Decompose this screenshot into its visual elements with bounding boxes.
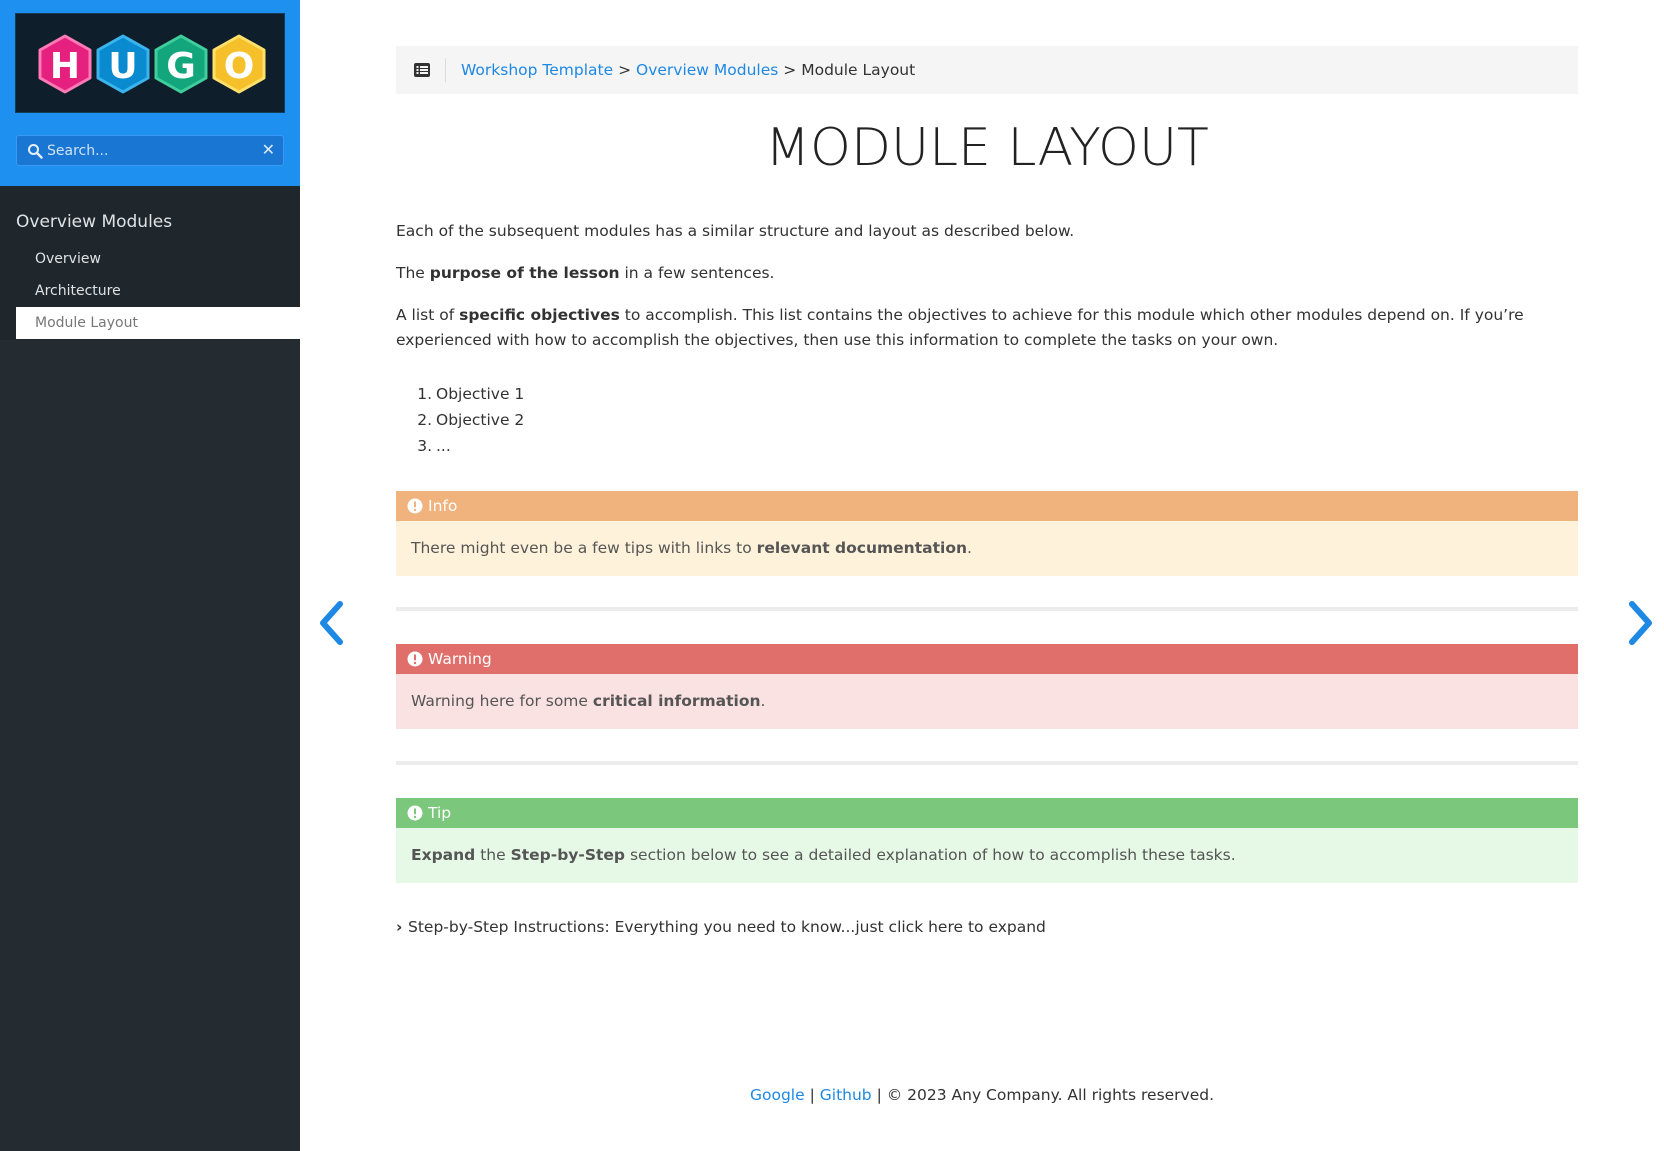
next-page-chevron-right-icon[interactable] [1626, 598, 1656, 648]
notice-bold: critical information [592, 692, 761, 710]
logo-letter: H [49, 46, 81, 87]
exclamation-circle-icon [407, 805, 423, 821]
logo-hex-h [36, 34, 94, 94]
divider [445, 58, 446, 82]
notice-bold: relevant documentation [756, 539, 967, 557]
top-bar [396, 46, 1578, 94]
hugo-logo[interactable] [16, 14, 284, 112]
notice-text: the [480, 846, 506, 864]
breadcrumb-overview-modules[interactable]: Overview Modules [636, 61, 779, 79]
sidebar-item-architecture[interactable]: Architecture [35, 283, 121, 299]
horizontal-rule [396, 607, 1578, 611]
notice-header [396, 644, 1578, 674]
sidebar-item-overview[interactable]: Overview [35, 251, 101, 267]
logo-hex-o [210, 34, 268, 94]
notice-header [396, 491, 1578, 521]
main-content [300, 0, 1664, 1151]
footer-copyright: | © 2023 Any Company. All rights reserved. [876, 1086, 1215, 1104]
chevron-right-icon: › [396, 918, 403, 936]
breadcrumb-separator: > [618, 61, 632, 79]
list-item [396, 381, 524, 407]
logo-hex-g [152, 34, 210, 94]
list-number: 3. [417, 437, 432, 455]
notice-text: section below to see a detailed explanation of how to accomplish these tasks. [629, 846, 1236, 864]
tip-notice [396, 798, 1578, 883]
logo-hex-u [94, 34, 152, 94]
list-item [396, 433, 524, 459]
notice-text: . [967, 539, 972, 557]
notice-body [396, 674, 1578, 729]
search-icon [27, 143, 43, 159]
logo-letter: G [166, 46, 196, 87]
list-text: Objective 2 [436, 411, 525, 429]
footer-separator: | [809, 1086, 815, 1104]
page-title: MODULE LAYOUT [765, 118, 1209, 178]
sidebar-section-title[interactable]: Overview Modules [16, 212, 173, 232]
logo-letter: O [223, 46, 255, 87]
notice-body [396, 828, 1578, 883]
breadcrumb-current: Module Layout [801, 61, 916, 79]
warning-notice [396, 644, 1578, 729]
purpose-bold: purpose of the lesson [429, 264, 620, 282]
exclamation-circle-icon [407, 498, 423, 514]
footer-link-google[interactable]: Google [749, 1086, 805, 1104]
intro-text: Each of the subsequent modules has a similar structure and layout as described below. [396, 222, 1075, 240]
clear-search-icon[interactable]: ✕ [261, 140, 275, 159]
notice-text: There might even be a few tips with links to [411, 539, 752, 557]
notice-text: Warning here for some [411, 692, 588, 710]
sidebar-header [0, 0, 300, 186]
sidebar-menu [0, 186, 300, 340]
breadcrumb [461, 46, 915, 94]
list-number: 2. [417, 411, 432, 429]
objectives-bold: specific objectives [459, 306, 620, 324]
breadcrumb-separator: > [783, 61, 797, 79]
notice-bold: Step-by-Step [510, 846, 626, 864]
purpose-post: in a few sentences. [624, 264, 775, 282]
logo-letter: U [108, 46, 138, 87]
objectives-text [396, 303, 1578, 353]
purpose-pre: The [396, 264, 425, 282]
list-text: Objective 1 [436, 385, 525, 403]
list-text: ... [436, 437, 451, 455]
table-of-contents-icon[interactable] [412, 60, 432, 80]
sidebar [0, 0, 300, 1151]
list-item [396, 407, 524, 433]
sidebar-item-module-layout[interactable]: Module Layout [16, 307, 300, 339]
notice-label: Info [428, 497, 458, 515]
notice-text: . [760, 692, 766, 710]
notice-label: Warning [428, 650, 492, 668]
expand-label: Step-by-Step Instructions: Everything you need to know...just click here to expand [408, 918, 1046, 936]
breadcrumb-workshop-template[interactable]: Workshop Template [461, 61, 614, 79]
objectives-list [396, 381, 524, 459]
notice-body [396, 521, 1578, 576]
horizontal-rule [396, 761, 1578, 765]
notice-bold: Expand [411, 846, 476, 864]
notice-label: Tip [428, 804, 452, 822]
step-by-step-expand-toggle[interactable] [396, 918, 1046, 936]
footer-link-github[interactable]: Github [819, 1086, 872, 1104]
search-box[interactable] [16, 135, 284, 166]
notice-header [396, 798, 1578, 828]
purpose-text [396, 261, 1578, 286]
objectives-pre: A list of [396, 306, 455, 324]
list-number: 1. [417, 385, 432, 403]
previous-page-chevron-left-icon[interactable] [316, 598, 346, 648]
exclamation-circle-icon [407, 651, 423, 667]
info-notice [396, 491, 1578, 576]
footer [300, 1086, 1664, 1104]
objectives-post: to accomplish. This list contains the objectives to achieve for this module which other modules depend on. If you’re experienced with how to accomplish the objectives, then use this information to complete the tasks on your own. [396, 306, 1524, 349]
search-input[interactable] [47, 139, 252, 162]
